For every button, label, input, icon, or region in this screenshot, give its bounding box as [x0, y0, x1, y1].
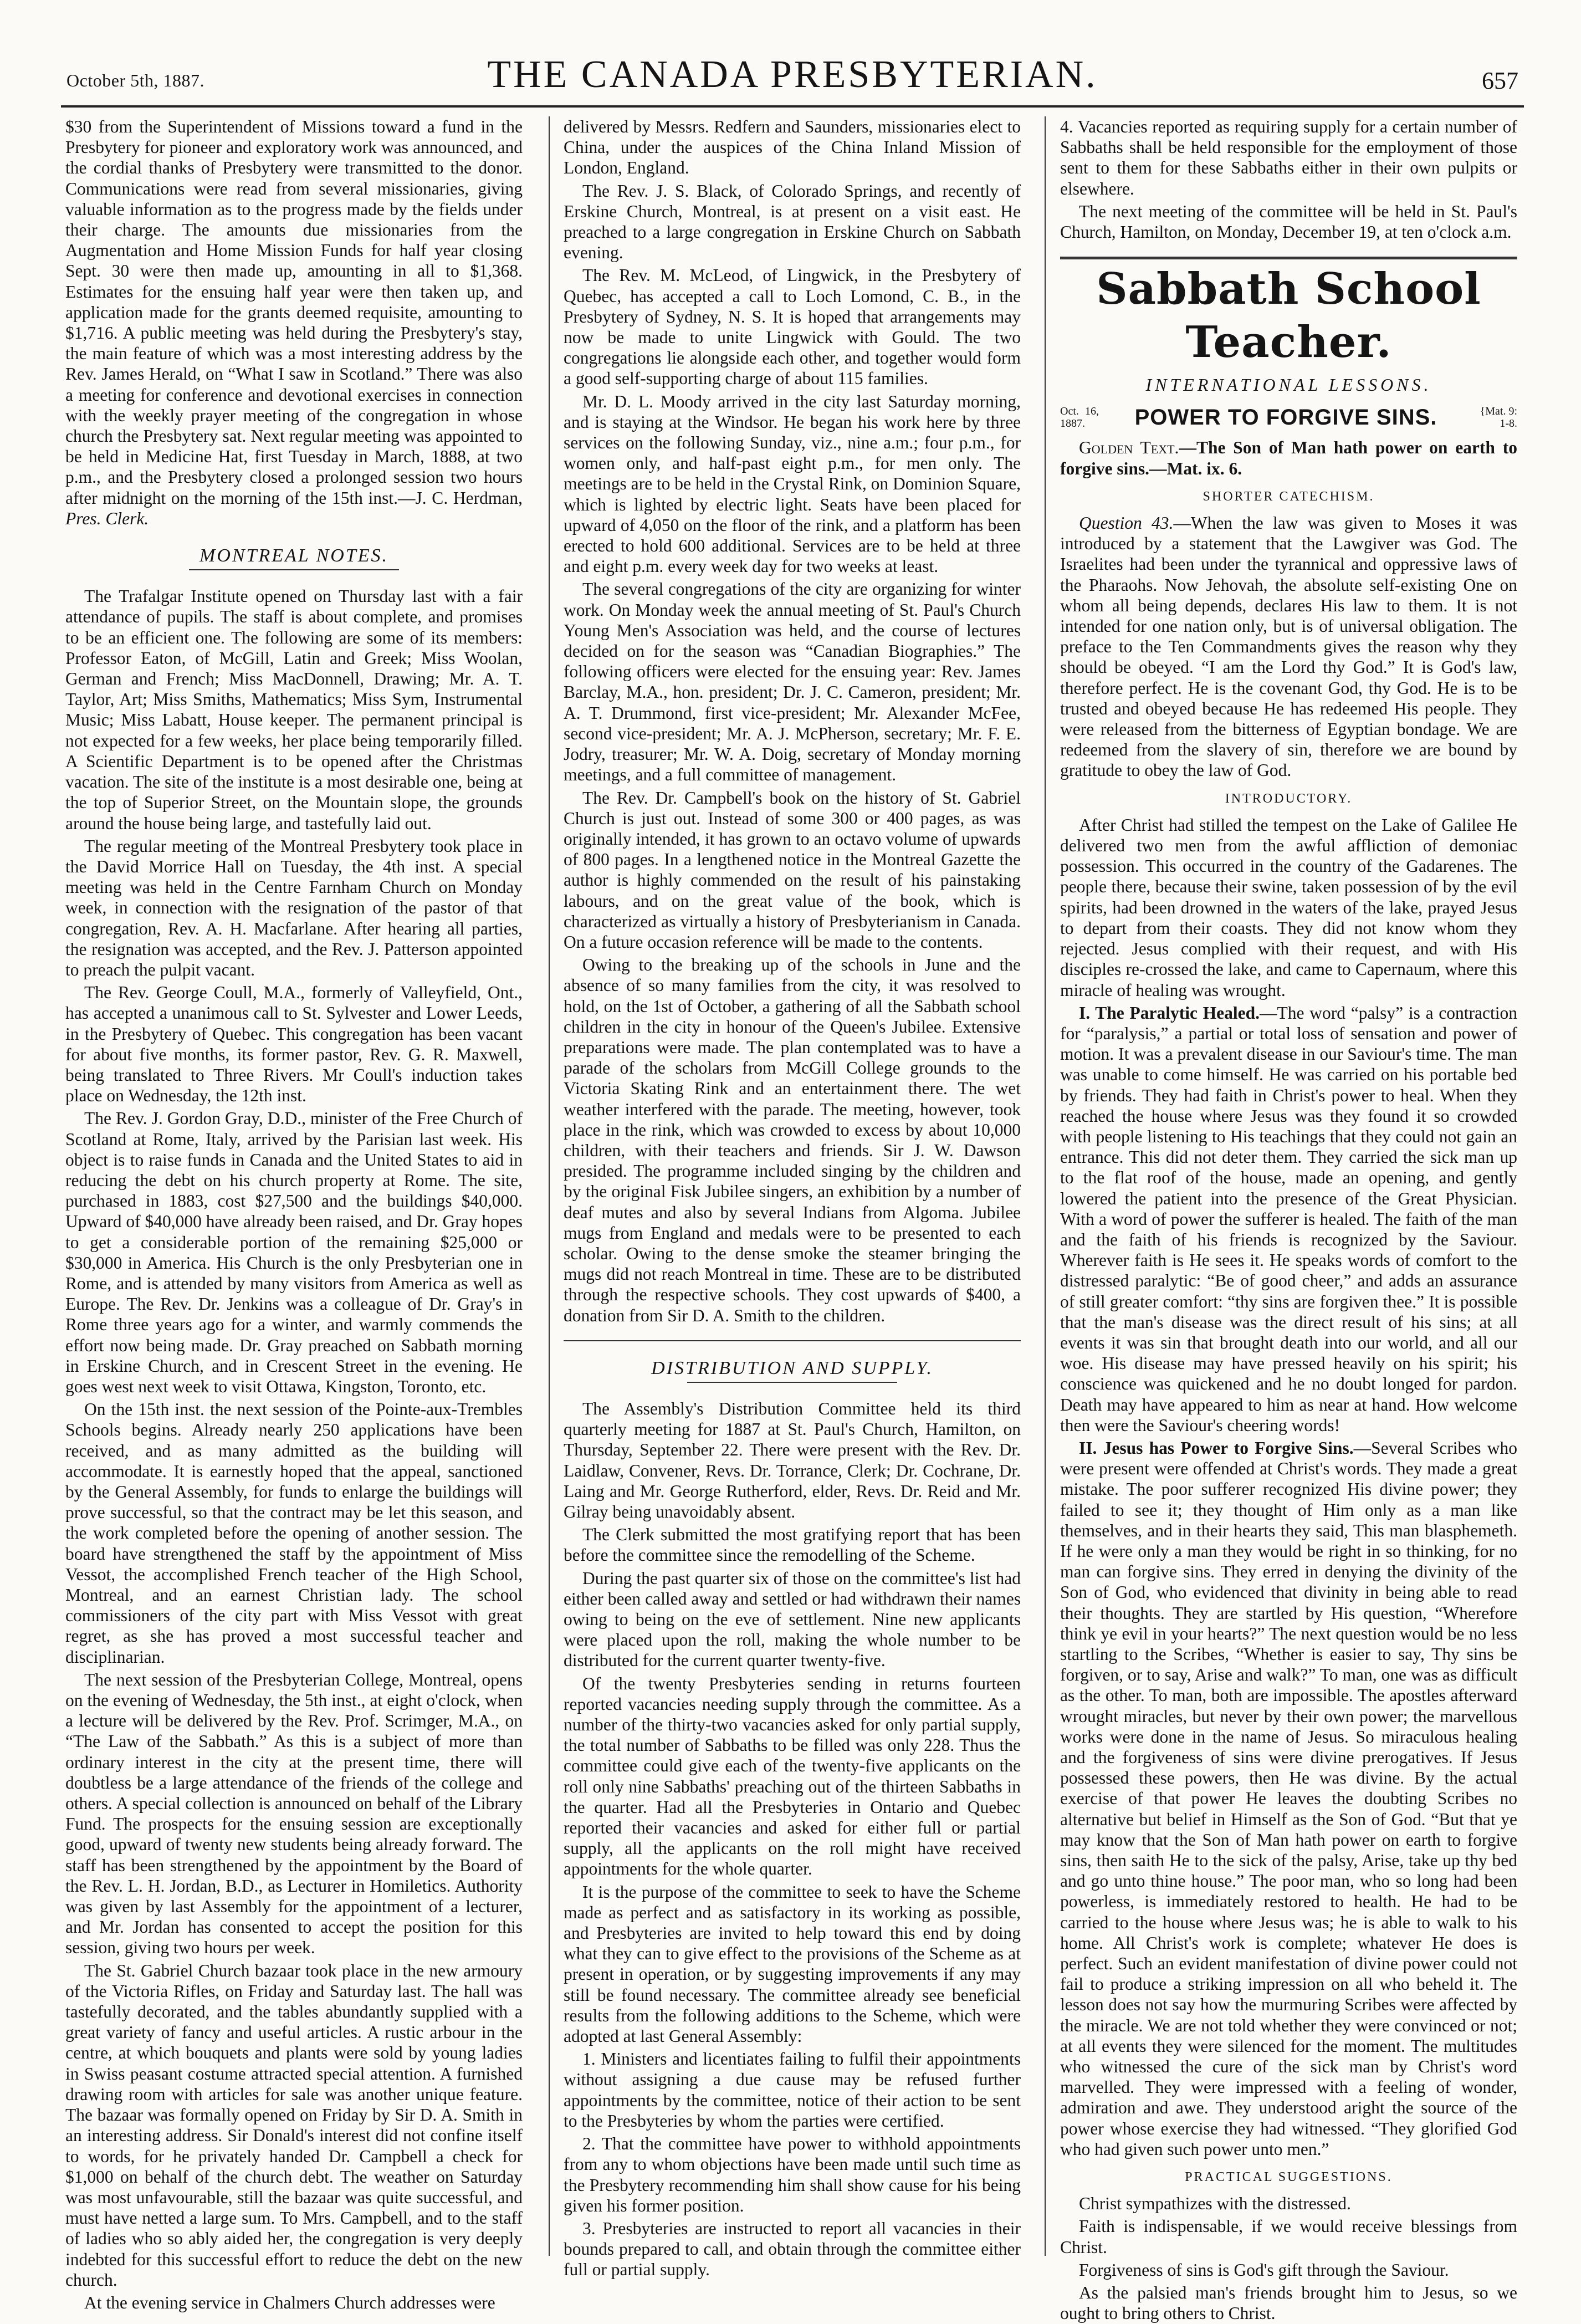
- catechism-question-label: Question 43.: [1079, 513, 1174, 533]
- lessons-subheading: INTERNATIONAL LESSONS.: [1145, 375, 1432, 395]
- list-item: Forgiveness of sins is God's gift through the Saviour.: [1079, 2260, 1449, 2280]
- article-paragraph: delivered by Messrs. Redfern and Saunders, missionaries elect to China, under the auspices of the China Inland Mission of London, England.: [564, 117, 1021, 178]
- lesson-point-2-label: II. Jesus has Power to Forgive Sins.: [1079, 1438, 1354, 1458]
- article-paragraph: 4. Vacancies reported as requiring supply for a certain number of Sabbaths shall be held responsible for the employment of those sent to them for these Sabbaths either in their own pulpits or elsewhere.: [1060, 117, 1517, 198]
- article-paragraph: Owing to the breaking up of the schools in June and the absence of so many families from the city, it was resolved to hold, on the 1st of October, a gathering of all the Sabbath school children in the city in honour of the Queen's Jubilee. Extensive preparations were made. The plan contemplated was to have a parade of the scholars from McGill College grounds to the Victoria Skating Rink and an entertainment there. The wet weather interfered with the parade. The meeting, however, took place in the rink, which was crowded to excess by about 10,000 children, with their teachers and friends. Sir J. W. Dawson presided. The programme included singing by the children and by the original Fisk Jubilee singers, an exhibition by a number of deaf mutes and also by several Indians from Algoma. Jubilee mugs from England and medals were to be presented to each scholar. Owing to the dense smoke the steamer bringing the mugs did not reach Montreal in time. These are to be distributed through the respective schools. They cost upwards of $400, a donation from Sir D. A. Smith to the children.: [564, 955, 1021, 1325]
- publication-title: THE CANADA PRESBYTERIAN.: [487, 53, 1098, 96]
- article-paragraph: The next session of the Presbyterian College, Montreal, opens on the evening of Wednesday, the 5th inst., at eight o'clock, when a lecture will be delivered by the Rev. Prof. Scrimger, M.A., on “The Law of the Sabbath.” As this is a subject of more than ordinary interest in the city at the present time, there will doubtless be a large attendance of the friends of the college and others. A special collection is announced on behalf of the Library Fund. The prospects for the ensuing session are exceptionally good, upward of twenty new students being already forward. The staff has been strengthened by the appointment by the Board of the Rev. L. H. Jordan, B.D., as Lecturer in Homiletics. Authority was given by last Assembly for the appointment of a lecturer, and Mr. Jordan has consented to accept the position for this session, giving two hours per week.: [65, 1669, 523, 1958]
- article-paragraph: During the past quarter six of those on the committee's list had either been called away and settled or had withdrawn their names owing to being on the eve of settlement. Nine new applicants were placed upon the roll, making the whole number to be distributed for the current quarter twenty-five.: [564, 1568, 1021, 1671]
- section-heading-text: MONTREAL NOTES.: [199, 545, 388, 566]
- section-divider: [1060, 257, 1517, 259]
- column-3: [1060, 116, 1517, 2323]
- article-paragraph: The next meeting of the committee will be held in St. Paul's Church, Hamilton, on Monday, December 19, at ten o'clock a.m.: [1060, 201, 1517, 242]
- article-paragraph: 1. Ministers and licentiates failing to fulfil their appointments without assigning a due cause may be refused further appointments by the committee, notice of their action to be sent to the Presbyteries by whom the parties were certified.: [564, 2049, 1021, 2131]
- article-paragraph: The Rev. J. S. Black, of Colorado Springs, and recently of Erskine Church, Montreal, is at present on a visit east. He preached to a large congregation in Erskine Church on Sabbath evening.: [564, 181, 1021, 263]
- article-paragraph: 3. Presbyteries are instructed to report all vacancies in their bounds prepared to call, and obtain through the committee either full or partial supply.: [564, 2218, 1021, 2280]
- lead-paragraph: [65, 116, 523, 529]
- lesson-point-1-label: I. The Paralytic Healed.: [1079, 1003, 1260, 1023]
- masthead-rule: [61, 105, 1524, 108]
- practical-heading: PRACTICAL SUGGESTIONS.: [1185, 2170, 1393, 2185]
- article-paragraph: The St. Gabriel Church bazaar took place in the new armoury of the Victoria Rifles, on Friday and Saturday last. The hall was tastefully decorated, and the tables abundantly supplied with a great variety of fancy and useful articles. A rustic arbour in the centre, at which bouquets and plants were sold by young ladies in Swiss peasant costume attracted special attention. A furnished drawing room with articles for sale was another unique feature. The bazaar was formally opened on Friday by Sir D. A. Smith in an interesting address. Sir Donald's interest did not confine itself to words, for he privately handed Dr. Campbell a check for $1,000 on behalf of the church debt. The weather on Saturday was most unfavourable, still the bazaar was quite successful, and must have netted a large sum. To Mrs. Campbell, and to the staff of ladies who so ably aided her, the congregation is very deeply indebted for this successful effort to reduce the debt on the new church.: [65, 1960, 523, 2290]
- column-2: [564, 116, 1021, 2280]
- article-paragraph: The regular meeting of the Montreal Presbytery took place in the David Morrice Hall on Tuesday, the 4th inst. A special meeting was held in the Centre Farnham Church on Monday week, in connection with the resignation of the pastor of that congregation, Rev. A. H. Macfarlane. After hearing all parties, the resignation was accepted, and the Rev. J. Patterson appointed to preach the pulpit vacant.: [65, 836, 523, 979]
- list-item: Faith is indispensable, if we would receive blessings from Christ.: [1060, 2216, 1517, 2257]
- section-heading-text: DISTRIBUTION AND SUPPLY.: [651, 1357, 933, 1378]
- lesson-point-2-text: —Several Scribes who were present were offended at Christ's words. They made a great mistake. The poor sufferer recognized His divine power; they failed to see it; they thought of Him only as a man like themselves, and in their hearts they said, This man blasphemeth. If he were only a man they would be right in so thinking, for no man can forgive sins. They erred in denying the divinity of the Son of God, who evidenced that divinity in being able to read their thoughts. They are startled by His question, “Wherefore think ye evil in your hearts?” The next question would be no less startling to the Scribes, “Whether is easier to say, Thy sins be forgiven, or to say, Arise and walk?” To man, one was as difficult as the other. To man, both are impossible. The apostles afterward wrought miracles, but never by their own power; the marvellous works were done in the name of Jesus. So miraculous healing and the forgiveness of sins were divine prerogatives. If Jesus possessed these powers, then He was divine. By the actual exercise of that power He leaves the doubting Scribes no alternative but belief in Himself as the Son of God. “But that ye may know that the Son of Man hath power on earth to forgive sins, then saith He to the sick of the palsy, Arise, take up thy bed and go unto thine house.” The poor man, who so long had been powerless, is immediately restored to health. He had to be carried to the house where Jesus was; he is able to walk to his home. All Christ's work is complete; whatever He does is perfect. Such an evident manifestation of divine power could not fail to produce a striking impression on all who beheld it. The lesson does not say how the murmuring Scribes were affected by the miracle. We are not told whether they were convinced or not; at all events they were silenced for the moment. The multitudes who witnessed the cure of the sick man by Christ's word marvelled. They were impressed with a feeling of wonder, admiration and awe. They understood aright the source of the power whose exercise they had witnessed. “They glorified God who had given such power unto men.”: [1060, 1438, 1517, 2159]
- lesson-date: Oct. 16, 1887.: [1060, 405, 1099, 430]
- lesson-title-row: [1060, 405, 1517, 430]
- article-paragraph: The Assembly's Distribution Committee held its third quarterly meeting for 1887 at St. Paul's Church, Hamilton, on Thursday, September 22. There were present with the Rev. Dr. Laidlaw, Convener, Revs. Dr. Torrance, Clerk; Dr. Cochrane, Dr. Laing and Mr. George Rutherford, elder, Revs. Dr. Reid and Mr. Gilray being unavoidably absent.: [564, 1398, 1021, 1521]
- lead-signature-role: Pres. Clerk.: [65, 508, 149, 528]
- lesson-point-2: [1060, 1438, 1517, 2159]
- page-number: 657: [1482, 67, 1518, 94]
- golden-text: [1060, 437, 1517, 478]
- masthead: [66, 47, 1518, 100]
- article-paragraph: The Rev. George Coull, M.A., formerly of Valleyfield, Ont., has accepted a unanimous call to St. Sylvester and Lower Leeds, in the Presbytery of Quebec. This congregation has been vacant for about five months, its former pastor, Rev. G. R. Maxwell, being translated to Three Rivers. Mr Coull's induction takes place on Wednesday, the 12th inst.: [65, 983, 523, 1106]
- golden-text-label: Golden Text.: [1079, 438, 1179, 458]
- introductory-heading: INTRODUCTORY.: [1225, 791, 1353, 806]
- catechism-heading: SHORTER CATECHISM.: [1203, 489, 1375, 504]
- article-paragraph: The Rev. J. Gordon Gray, D.D., minister of the Free Church of Scotland at Rome, Italy, arrived by the Parisian last week. His object is to raise funds in Canada and the United States to aid in reducing the debt on his church property at Rome. The site, purchased in 1883, cost $27,500 and the buildings $40,000. Upward of $40,000 have already been raised, and Dr. Gray hopes to get a considerable portion of the remaining $25,000 or $30,000 in America. His Church is the only Presbyterian one in Rome, and is attended by many visitors from America as well as Europe. The Rev. Dr. Jenkins was a colleague of Dr. Gray's in Rome three years ago for a winter, and warmly commends the effort now being made. Dr. Gray preached on Sabbath morning in Erskine Church, and in Crescent Street in the evening. He goes west next week to visit Ottawa, Kingston, Toronto, etc.: [65, 1109, 523, 1396]
- heading-underline: [687, 1382, 898, 1383]
- lesson-title: POWER TO FORGIVE SINS.: [1134, 405, 1437, 430]
- section-heading-distribution: [564, 1358, 1021, 1383]
- article-paragraph: The Rev. Dr. Campbell's book on the history of St. Gabriel Church is just out. Instead of some 300 or 400 pages, as was originally intended, it has grown to an octavo volume of upwards of 800 pages. In a lengthened notice in the Montreal Gazette the author is highly commended on the result of his painstaking labours, and on the great value of the book, which is characterized as virtually a history of Presbyterianism in Canada. On a future occasion reference will be made to the contents.: [564, 788, 1021, 952]
- article-paragraph: Of the twenty Presbyteries sending in returns fourteen reported vacancies needing supply through the committee. As a number of the thirty-two vacancies asked for only partial supply, the total number of Sabbaths to be filled was only 228. Thus the committee could give each of the twenty-five applicants on the roll only nine Sabbaths' preaching out of the thirteen Sabbaths in the quarter. Had all the Presbyteries in Ontario and Quebec reported their vacancies and asked for either full or partial supply, all the applicants on the roll might have received appointments for the whole quarter.: [564, 1673, 1021, 1879]
- article-paragraph: 2. That the committee have power to withhold appointments from any to whom objections have been made until such time as the Presbytery recommending him shall show cause for his being given his former position.: [564, 2134, 1021, 2215]
- article-paragraph: Mr. D. L. Moody arrived in the city last Saturday morning, and is staying at the Windsor. He began his work here by three services on the following Sunday, viz., nine a.m.; four p.m., for women only, and half-past eight p.m., for men only. The meetings are to be held in the Crystal Rink, on Dominion Square, which is lighted by electric light. Seats have been placed for upward of 4,050 on the floor of the rink, and a platform has been erected to hold 600 additional. Services are to be held at three and eight p.m. every week day for two weeks at least.: [564, 391, 1021, 576]
- heading-underline: [189, 569, 400, 570]
- lesson-reference: {Mat. 9: 1-8.: [1480, 405, 1517, 430]
- list-item: Christ sympathizes with the distressed.: [1079, 2194, 1351, 2214]
- article-paragraph: On the 15th inst. the next session of the Pointe-aux-Trembles Schools begins. Already nearly 250 applications have been received, and as many admitted as the building will accommodate. It is earnestly hoped that the appeal, sanctioned by the General Assembly, for funds to enlarge the buildings will prove successful, so that the contract may be let this season, and the work completed before the opening of another session. The board have strengthened the staff by the appointment of Miss Vessot, the accomplished French teacher of the High School, Montreal, and an earnest Christian lady. The school commissioners of the city part with Miss Vessot with great regret, as she has proved a most successful teacher and disciplinarian.: [65, 1399, 523, 1667]
- introductory-paragraph: After Christ had stilled the tempest on the Lake of Galilee He delivered two men from the awful affliction of demoniac possession. This occurred in the country of the Gadarenes. The people there, because their swine, taken possession of by the evil spirits, had been drowned in the waters of the lake, prayed Jesus to depart from their coasts. They did not know whom they rejected. Jesus complied with their request, and with His disciples re-crossed the lake, and came to Capernaum, where this miracle of healing was wrought.: [1060, 815, 1517, 1000]
- lesson-point-1: [1060, 1003, 1517, 1436]
- column-1: [65, 116, 523, 2312]
- article-paragraph: At the evening service in Chalmers Church addresses were: [84, 2292, 495, 2312]
- lead-paragraph-text: $30 from the Superintendent of Missions toward a fund in the Presbytery for pioneer and exploratory work was announced, and the cordial thanks of Presbytery were transmitted to the donor. Communications were read from several missionaries, giving valuable information as to the progress made by the fields under their charge. The amounts due missionaries from the Augmentation and Home Mission Funds for half year closing Sept. 30 were then made up, amounting in all to $1,368. Estimates for the ensuing half year were then taken up, and application made for the grants deemed requisite, amounting to $1,716. A public meeting was held during the Presbytery's stay, the main feature of which was a most interesting address by the Rev. James Herald, on “What I saw in Scotland.” There was also a meeting for conference and devotional exercises in connection with the weekly prayer meeting of the congregation in whose church the Presbytery sat. Next regular meeting was appointed to be held in Medicine Hat, first Tuesday in March, 1888, at two p.m., and the Presbytery closed a prolonged session two hours after midnight on the morning of the 15th inst.—: [65, 117, 523, 508]
- lead-signature-name: J. C. Herdman,: [415, 488, 523, 508]
- article-paragraph: It is the purpose of the committee to seek to have the Scheme made as perfect and as satisfactory in its working as possible, and Presbyteries are invited to help toward this end by doing what they can to give effect to the provisions of the Scheme as at present in operation, or by suggesting improvements if any may still be found necessary. The committee already see beneficial results from the following additions to the Scheme, which were adopted at last General Assembly:: [564, 1882, 1021, 2046]
- article-paragraph: The Trafalgar Institute opened on Thursday last with a fair attendance of pupils. The staff is about complete, and promises to be an efficient one. The following are some of its members: Professor Eaton, of McGill, Latin and Greek; Miss Woolan, German and French; Miss MacDonnell, Drawing; Mr. A. T. Taylor, Art; Miss Smiths, Mathematics; Miss Sym, Instrumental Music; Miss Labatt, House keeper. The permanent principal is not expected for a few weeks, her place being temporarily filled. A Scientific Department is to be opened after the Christmas vacation. The site of the institute is a most desirable one, being at the top of Superior Street, on the Mountain slope, the grounds around the house being large, and tastefully laid out.: [65, 586, 523, 833]
- section-divider: [564, 1340, 1021, 1341]
- golden-text-body: —The Son of Man hath power on earth to forgive sins.—Mat. ix. 6.: [1060, 438, 1517, 478]
- issue-date: October 5th, 1887.: [66, 70, 204, 90]
- practical-suggestions-list: [1060, 2193, 1517, 2323]
- lesson-point-1-text: —The word “palsy” is a contraction for “paralysis,” a partial or total loss of sensation and power of motion. It was a prevalent disease in our Saviour's time. The man was unable to come himself. He was carried on his portable bed by friends. They had faith in Christ's power to heal. When they reached the house where Jesus was they found it so crowded with people listening to His teachings that they could not gain an entrance. This did not deter them. They carried the sick man up to the flat roof of the house, made an opening, and gently lowered the patient into the presence of the Great Physician. With a word of power the sufferer is healed. The faith of the man and the faith of his friends is recognized by the Saviour. Wherever faith is He sees it. He speaks words of comfort to the distressed paralytic: “Be of good cheer,” and adds an assurance of still greater comfort: “thy sins are forgiven thee.” It is possible that the man's disease was the direct result of his sins; at all events it was sin that brought death into our world, and all our woe. His disease may have pressed heavily on his spirit; his conscience was quickened and he no doubt longed for pardon. Death may have appeared to him as near at hand. How welcome then were the Saviour's cheering words!: [1060, 1003, 1517, 1435]
- article-paragraph: The Clerk submitted the most gratifying report that has been before the committee since the remodelling of the Scheme.: [564, 1525, 1021, 1565]
- column-divider: [549, 116, 550, 2256]
- sabbath-school-heading: Sabbath School Teacher.: [1096, 264, 1481, 368]
- column-divider: [1045, 116, 1046, 2256]
- section-heading-montreal-notes: [65, 545, 523, 570]
- catechism-text: —When the law was given to Moses it was introduced by a statement that the Lawgiver was God. The Israelites had been under the tyrannical and oppressive laws of the Pharaohs. Now Jehovah, the absolute self-existing One on whom all being depends, declares His law to them. It is not intended for one nation only, but is of universal obligation. The preface to the Ten Commandments gives the reason why they should be obeyed. “I am the Lord thy God.” It is God's law, therefore perfect. He is the covenant God, thy God. He is to be trusted and obeyed because He has redeemed His people. They were released from the bitterness of Egyptian bondage. We are redeemed from the slavery of sin, therefore we are bound by gratitude to obey the law of God.: [1060, 513, 1517, 780]
- list-item: As the palsied man's friends brought him to Jesus, so we ought to bring others to Christ.: [1060, 2283, 1517, 2323]
- article-paragraph: The several congregations of the city are organizing for winter work. On Monday week the annual meeting of St. Paul's Church Young Men's Association was held, and the course of lectures decided on for the season was “Canadian Biographies.” The following officers were elected for the ensuing year: Rev. James Barclay, M.A., hon. president; Dr. J. C. Cameron, president; Mr. A. T. Drummond, first vice-president; Mr. Alexander McFee, second vice-president; Mr. A. J. McPherson, secretary; Mr. F. E. Jodry, treasurer; Mr. W. A. Doig, secretary of Monday morning meetings, and a full committee of management.: [564, 579, 1021, 785]
- catechism-paragraph: [1060, 513, 1517, 781]
- article-paragraph: The Rev. M. McLeod, of Lingwick, in the Presbytery of Quebec, has accepted a call to Loch Lomond, C. B., in the Presbytery of Sydney, N. S. It is hoped that arrangements may now be made to unite Lingwick with Gould. The two congregations lie alongside each other, and together would form a good self-supporting charge of about 115 families.: [564, 265, 1021, 389]
